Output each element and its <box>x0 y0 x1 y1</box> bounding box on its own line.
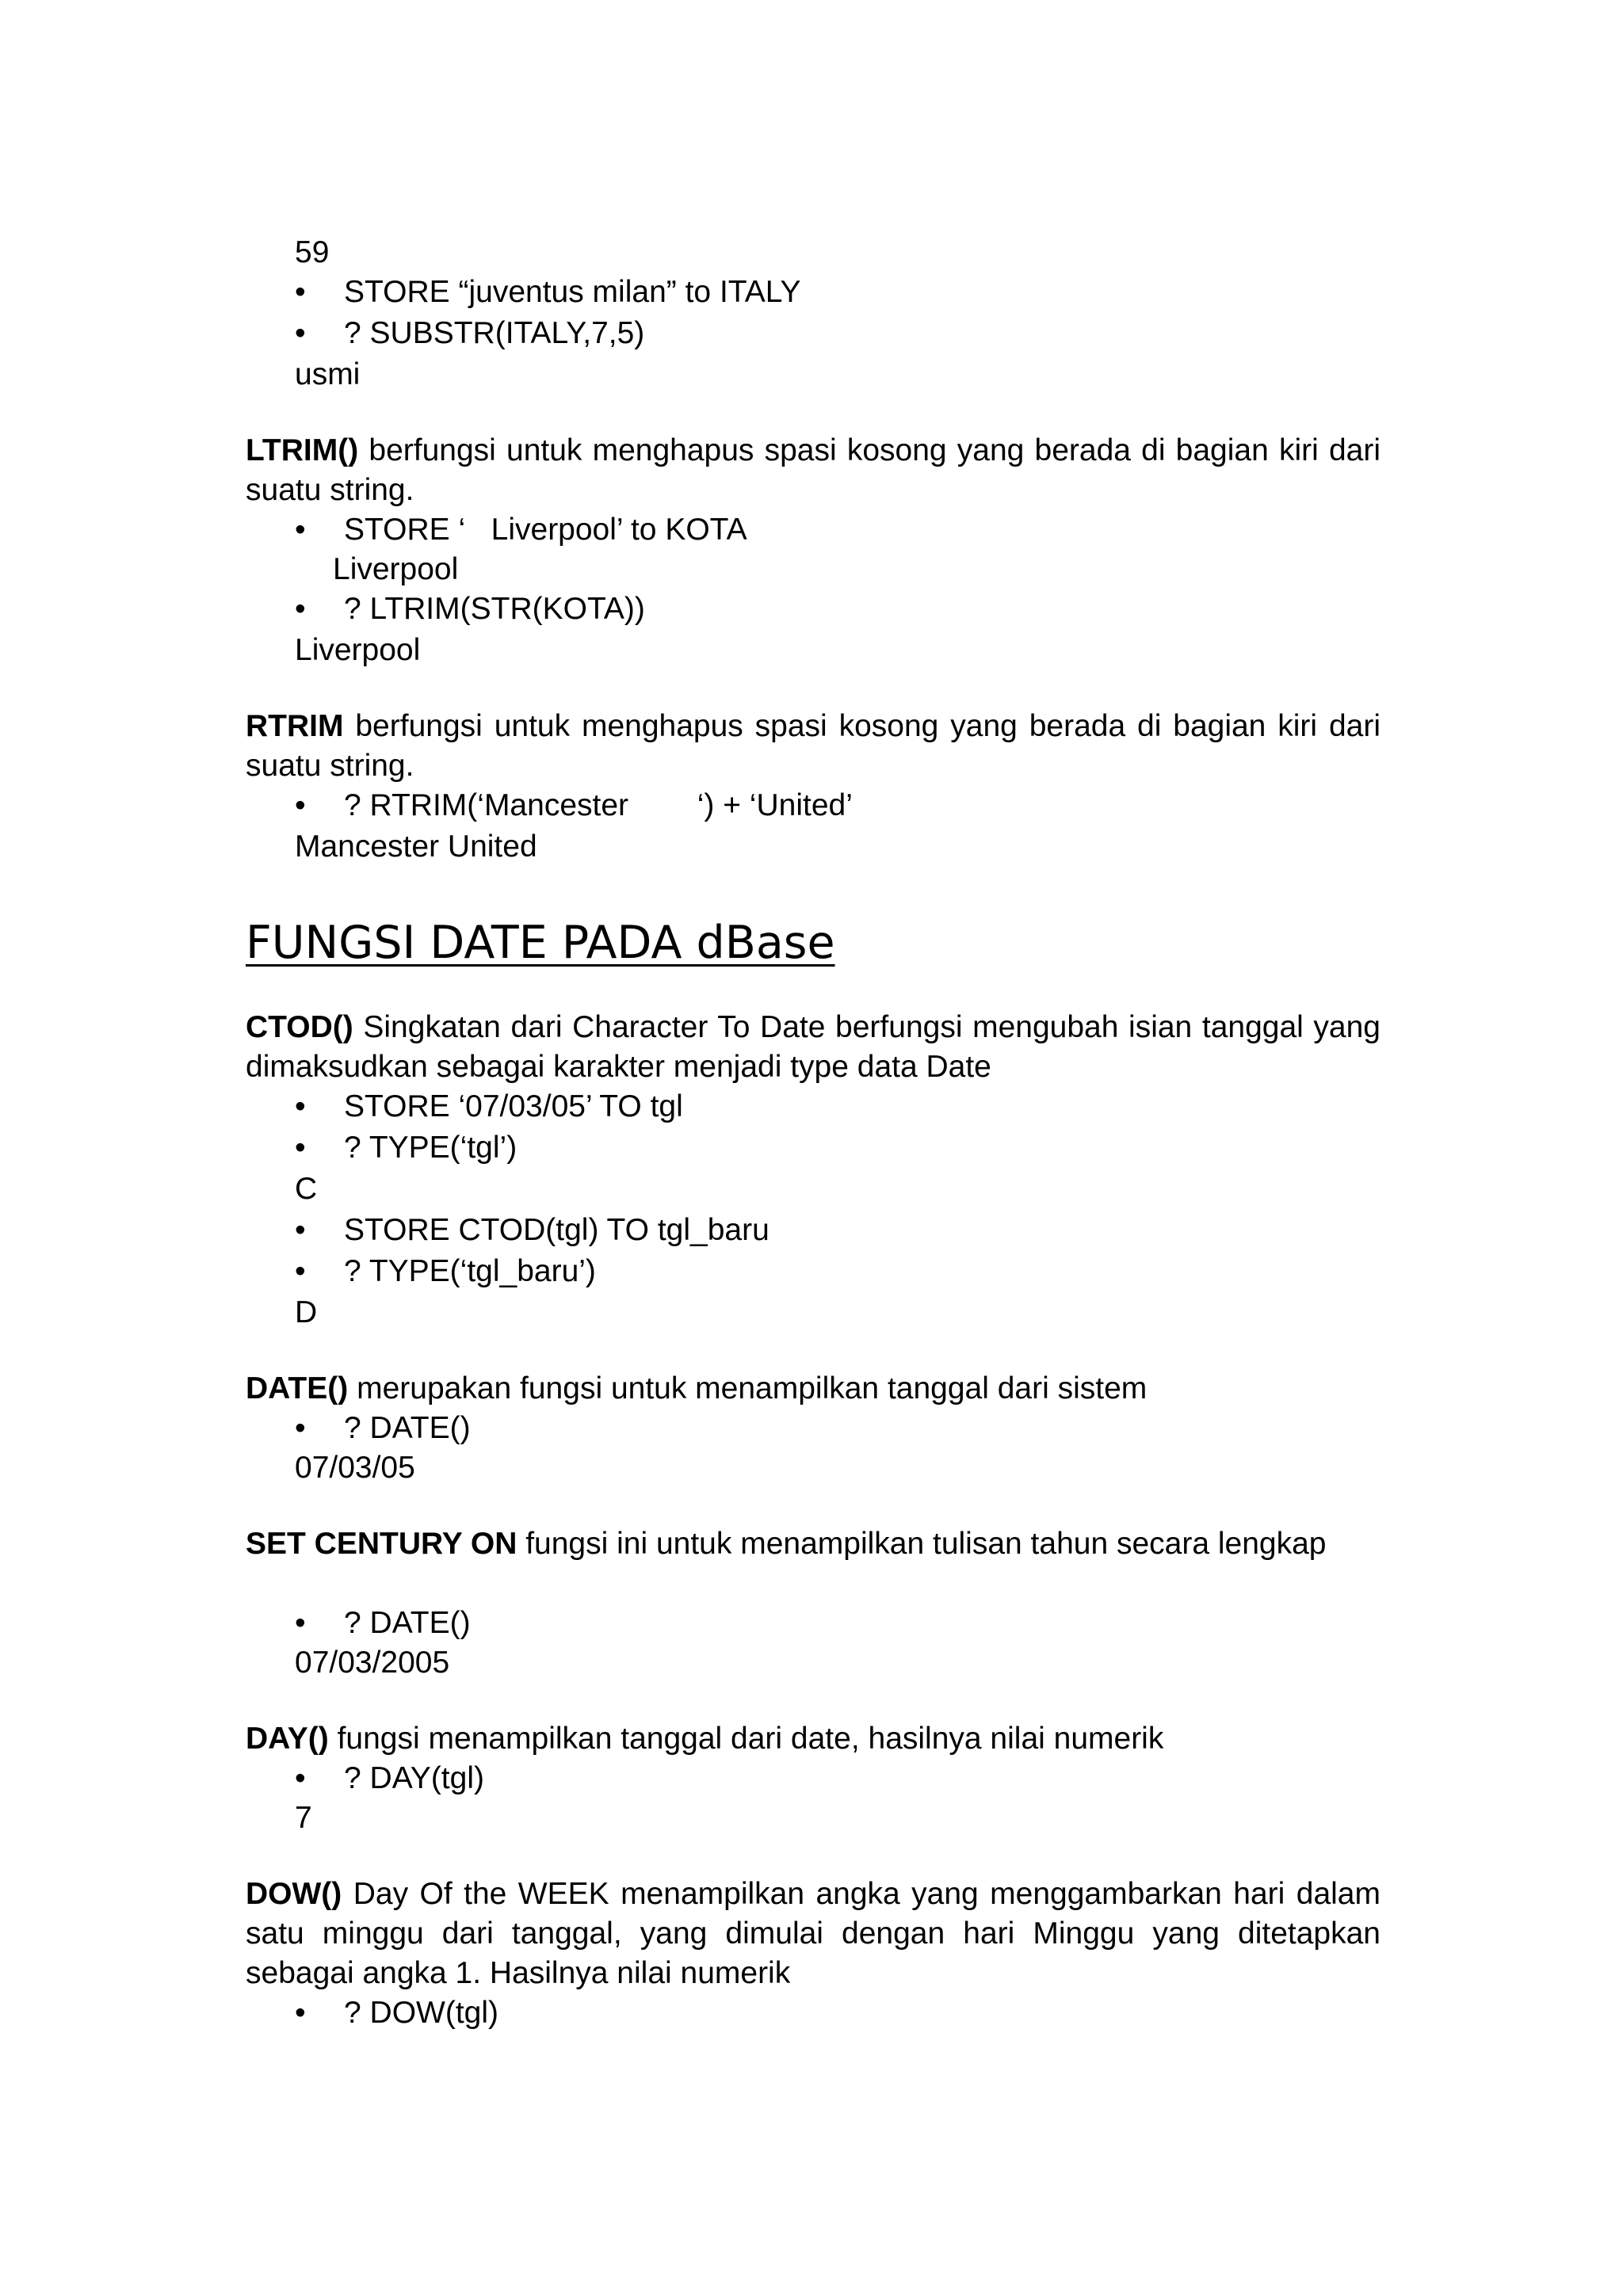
function-description: berfungsi untuk menghapus spasi kosong yang berada di bagian kiri dari suatu string. <box>246 433 1381 507</box>
bullet-icon: • <box>295 1411 306 1445</box>
function-description: fungsi menampilkan tanggal dari date, hasilnya nilai numerik <box>328 1722 1164 1756</box>
function-term: DATE() <box>246 1371 349 1405</box>
list-item <box>295 273 801 312</box>
section-heading: FUNGSI DATE PADA dBase <box>246 917 835 969</box>
bullet-icon: • <box>295 1996 306 2030</box>
result-line: D <box>295 1295 318 1329</box>
function-description: Day Of the WEEK menampilkan angka yang menggambarkan hari dalam satu minggu dari tanggal, yang dimulai dengan hari Minggu yang ditetapkan sebagai angka 1. Hasilnya nilai numerik <box>246 1877 1381 1990</box>
list-item <box>295 1993 498 2033</box>
list-item <box>295 1604 471 1643</box>
list-item <box>295 1087 683 1127</box>
bullet-icon: • <box>295 1089 306 1123</box>
dow-paragraph <box>246 1875 1381 1993</box>
bullet-icon: • <box>295 1254 306 1288</box>
function-description: merupakan fungsi untuk menampilkan tanggal dari sistem <box>348 1371 1148 1405</box>
function-term: SET CENTURY ON <box>246 1527 517 1561</box>
code-line: ? DAY(tgl) <box>344 1761 484 1795</box>
result-line: 7 <box>295 1801 312 1835</box>
code-line: ? LTRIM(STR(KOTA)) <box>344 592 645 626</box>
bullet-icon: • <box>295 1761 306 1795</box>
function-term: DOW() <box>246 1877 342 1911</box>
bullet-icon: • <box>295 513 306 547</box>
bullet-icon: • <box>295 1606 306 1640</box>
code-line: ? DATE() <box>344 1606 471 1640</box>
list-item <box>295 1211 769 1250</box>
bullet-icon: • <box>295 316 306 350</box>
result-line: C <box>295 1172 318 1206</box>
result-line: 07/03/05 <box>295 1451 415 1485</box>
result-line: usmi <box>295 357 361 391</box>
day-paragraph <box>246 1719 1381 1759</box>
bullet-icon: • <box>295 592 306 626</box>
code-line: ? TYPE(‘tgl_baru’) <box>344 1254 596 1288</box>
code-line: STORE ‘07/03/05’ TO tgl <box>344 1089 683 1123</box>
bullet-icon: • <box>295 1213 306 1247</box>
bullet-icon: • <box>295 275 306 309</box>
code-line: STORE “juventus milan” to ITALY <box>344 275 801 309</box>
code-line: STORE ‘ Liverpool’ to KOTA <box>344 513 747 547</box>
function-term: CTOD() <box>246 1010 353 1044</box>
code-line: ? DATE() <box>344 1411 471 1445</box>
century-paragraph <box>246 1524 1381 1564</box>
code-line: ? TYPE(‘tgl’) <box>344 1131 517 1165</box>
bullet-icon: • <box>295 1131 306 1165</box>
code-line: ? RTRIM(‘Mancester ‘) + ‘United’ <box>344 788 853 822</box>
function-term: DAY() <box>246 1722 329 1756</box>
date-paragraph <box>246 1369 1381 1409</box>
list-item <box>295 1409 471 1448</box>
result-line: 07/03/2005 <box>295 1646 450 1680</box>
function-description: fungsi ini untuk menampilkan tulisan tahun secara lengkap <box>517 1527 1327 1561</box>
list-item <box>295 314 644 353</box>
code-line: STORE CTOD(tgl) TO tgl_baru <box>344 1213 769 1247</box>
list-item <box>295 1252 596 1291</box>
list-item <box>295 1759 484 1798</box>
ltrim-paragraph <box>246 431 1381 510</box>
result-line: Liverpool <box>295 633 421 667</box>
function-term: RTRIM <box>246 709 344 743</box>
code-line: ? DOW(tgl) <box>344 1996 498 2030</box>
bullet-icon: • <box>295 788 306 822</box>
page-number-line: 59 <box>295 235 330 269</box>
result-line: Liverpool <box>333 552 459 586</box>
function-term: LTRIM() <box>246 433 359 467</box>
function-description: berfungsi untuk menghapus spasi kosong yang berada di bagian kiri dari suatu string. <box>246 709 1381 783</box>
function-description: Singkatan dari Character To Date berfungsi mengubah isian tanggal yang dimaksudkan sebagai karakter menjadi type data Date <box>246 1010 1381 1084</box>
list-item <box>295 1128 517 1168</box>
ctod-paragraph <box>246 1008 1381 1087</box>
code-line: ? SUBSTR(ITALY,7,5) <box>344 316 645 350</box>
result-line: Mancester United <box>295 830 537 864</box>
rtrim-paragraph <box>246 707 1381 786</box>
list-item <box>295 510 747 550</box>
list-item <box>295 786 853 826</box>
list-item <box>295 589 645 629</box>
